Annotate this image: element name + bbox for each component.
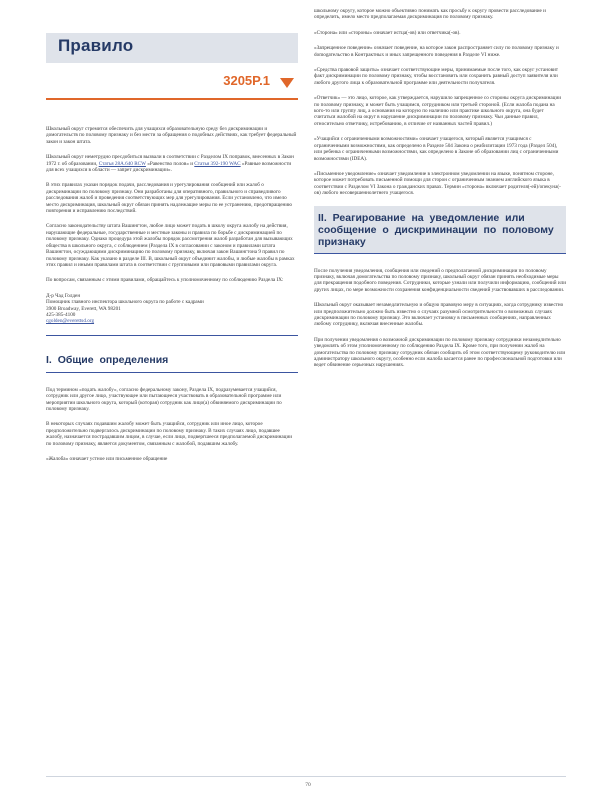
- right-paragraph-6: «Учащийся с ограниченными возможностями» означает учащегося, который является учащимся с ограниченными возможностями, как определено в Разделе 504 Закона о реабилитации 1973 года (Раздел 504), или ребенка с ограниченными возможностями, как определено в Законе об образовании лиц с ограниченными возможностями (IDEA).: [314, 136, 559, 162]
- page-number: 70: [305, 782, 311, 788]
- intro-paragraph-2: [46, 154, 298, 173]
- section-2-paragraph-3: При получении уведомления о возможной дискриминации по половому признаку сотрудники незамедлительно уведомлять об этом уполномоченному по соблюдению Раздела IX. Кроме того, при получении жалоб на домогательства по половому признаку сотрудник обязан сообщить об этом соответствующему руководителю или администратору школьного округу, особенно если жалоба касается ранее по профессиональной подготовки или ведет обвинение серьезных нарушениях.: [314, 336, 566, 369]
- right-column: [314, 8, 566, 378]
- title-banner: [46, 33, 298, 63]
- triangle-down-icon: [280, 78, 294, 88]
- ref-link-wac[interactable]: Статья 392-190 WAC: [194, 160, 241, 167]
- section-divider: [314, 253, 566, 254]
- intro-paragraph-3: В этих правилах указан порядок подачи, расследования и урегулирования сообщений или жалоб о дискриминации по половому признаку. Они разработаны для оперативного, правильного и справедливого расследования жалоб и проведения соответствующих мер для урегулирования. Если установлено, что имело место дискриминация, школьный округ обязан принять надлежащие меры по ее устранению, предотвращению повторения и исправлению последствий.: [46, 182, 292, 215]
- ref-link-rcw[interactable]: Статья 28A.640 RCW: [98, 160, 146, 167]
- contact-block: [46, 293, 298, 325]
- contact-phone: 425-385-4100: [46, 311, 76, 318]
- intro-paragraph-1: Школьный округ стремится обеспечить для учащихся образовательную среду без дискриминации и домогательств по половому признаку и без мести за обращения о подобных действиях, как требует федеральный закон и закон штата.: [46, 126, 297, 145]
- section-2-heading-box: [314, 206, 566, 253]
- section-1-paragraph-2: В некоторых случаях подавшим жалобу может быть учащийся, сотрудник или иное лицо, которое предположительно подвергалось дискриминации по половому признаку. В таких случаях лицо, подавшее жалобу, назначается пострадавшим лицом, в случае, если лицо, подвергшееся предполагаемой дискриминации по половому признаку, является документом, связанным с жалобой, подавшим жалобу.: [46, 421, 293, 447]
- section-1-heading: I. Общие определения: [46, 353, 169, 366]
- ref-wac-suffix: «Равные возможности для всех учащихся в области — запрет дискриминации».: [46, 160, 292, 174]
- section-1-paragraph-3: «Жалоба» означает устное или письменное обращение: [46, 456, 168, 462]
- section-2-paragraph-2: Школьный округ оказывает незамедлительную и общую правовую меру в ситуациях, когда сотруднику известно или предположительно должно быть известно о случаях разумной осмотрительности о возможных случаях дискриминации по половому признаку. Это включает установку в письменных сообщениях, направленных любому сотруднику, включая внесенные жалобы.: [314, 302, 564, 328]
- ref-conj: и: [190, 160, 193, 167]
- accent-rule: [46, 98, 298, 100]
- policy-code-row: [46, 69, 298, 95]
- contact-name: Д-р Чад Голден: [46, 292, 81, 299]
- left-column: [46, 33, 298, 471]
- right-paragraph-2: «Сторона» или «стороны» означает истца(-ов) или ответчика(-ов).: [314, 29, 461, 36]
- intro-paragraph-2-text: Школьный округ неметрудно пресдобиться вызвали в соответствии с Разделом IX поправок, внесенных в Закон 1972 г. об образовании,: [46, 154, 294, 167]
- contact-role: Помощник главного инспектора школьного округа по работе с кадрами: [46, 299, 204, 306]
- section-2-paragraph-1: После получения уведомления, сообщения или сведений о предполагаемой дискриминации по половому признаку, включая домогательства по половому признаку, школьный округ обязан принять необходимые меры для прекращения подобного поведения. Сотрудники, которые узнали или получили информацию, сообщений или других лицах, по мере возможности сохранения конфиденциальности сведений участвовавших в расследовании.: [314, 267, 567, 293]
- section-divider: [46, 372, 298, 373]
- policy-code: 3205P.1: [223, 73, 270, 88]
- right-paragraph-3: «Запрещенное поведение» означает поведение, на которое закон распространяет силу по половому признаку и domogательство в Контрактных и иных запрещенного поведения в Разделе VI ниже.: [314, 45, 559, 58]
- contact-email-line: [46, 318, 298, 324]
- section-2-heading: II. Реагирование на уведомление или сообщение о дискриминации по половому признаку: [318, 211, 554, 248]
- footer-rule: [46, 776, 566, 777]
- contact-email-link[interactable]: cgolden@everettsd.org: [46, 318, 95, 325]
- right-paragraph-7: «Письменное уведомление» означает уведомление в электронном уведомлении на языке, понятном стороне, которое может потребовать письменной помощи для сторон с ограниченным знанием английского языка в соответствии с Разделом VI Закона о гражданских правах. Термин «сторона» включает родителя(-ей)/опекуна(-ов) любого несовершеннолетнего учащегося.: [314, 170, 561, 197]
- section-1-paragraph-1: Под термином «подать жалобу», согласно федеральному закону, Раздела IX, подразумевается учащийся, сотрудник или другое лицо, участвующее или пытающееся участвовать в образовательной программе или мероприятии школьного округа, который (которая) сотрудник как лицо(а) обвиняемого дискриминации по половому признаку.: [46, 386, 282, 412]
- page-title: Правило: [58, 36, 134, 55]
- intro-paragraph-5: По вопросам, связанным с этими правилами, обращайтесь к уполномоченному по соблюдению Раздела IX:: [46, 277, 284, 284]
- intro-paragraph-4: Согласно законодательству штата Вашингтон, любое лицо может подать в школу округа жалобу на действия, нарушающие федеральные, государственные и местные законы и правила по борьбе с дискриминацией по половому признаку. Однако процедура этой жалобы порядок рассмотрения жалоб разработан для вызывающих общества в школьного округа, с соблюдением (Раздела IX в согласовании с законом и правилами штата Вашингтон, осуждающими дискриминацию по половому признаку, включая закон Вашингтона 9 правил по половому признаку. Как указано в разделе III. В, школьный округ объединит жалобы, и любые жалобы в рамках этих правил и иными правилами штата в соответствии с групповыми или правовыми правилами округа.: [46, 223, 295, 268]
- ref-rcw-suffix: «Равенство полов»: [147, 160, 189, 167]
- right-paragraph-4: «Средства правовой защиты» означает соответствующие меры, принимаемые после того, как округ установит факт дискриминации по половому признаку, чтобы восстановить или сохранить равный доступ заявителя или любого другого лица к образовательной программе или деятельности получателя.: [314, 67, 559, 86]
- right-paragraph-5: «Ответчик» — это лицо, которое, как утверждается, нарушило запрещенное со стороны округа дискриминации по половому признаку, и может быть учащимся, сотрудником или третьей стороной. (Если жалоба подана на кого-то или группу лиц, а основания на которую по наличию или практике школьного округа, она будет считаться жалобой на округ в нарушение дискриминации по половому признаку. Чьи данные правил, относительно ответчику, истребованию, в отличие от названных частей правил.): [314, 95, 561, 127]
- contact-address: 3900 Broadway, Everett, WA 98201: [46, 305, 121, 312]
- right-paragraph-1: школьному округу, которое можно объективно понимать как просьбу к округу провести расследование и определить, имело место предполагаемая дискриминация по половому признаку.: [314, 8, 546, 21]
- section-divider: [46, 335, 298, 336]
